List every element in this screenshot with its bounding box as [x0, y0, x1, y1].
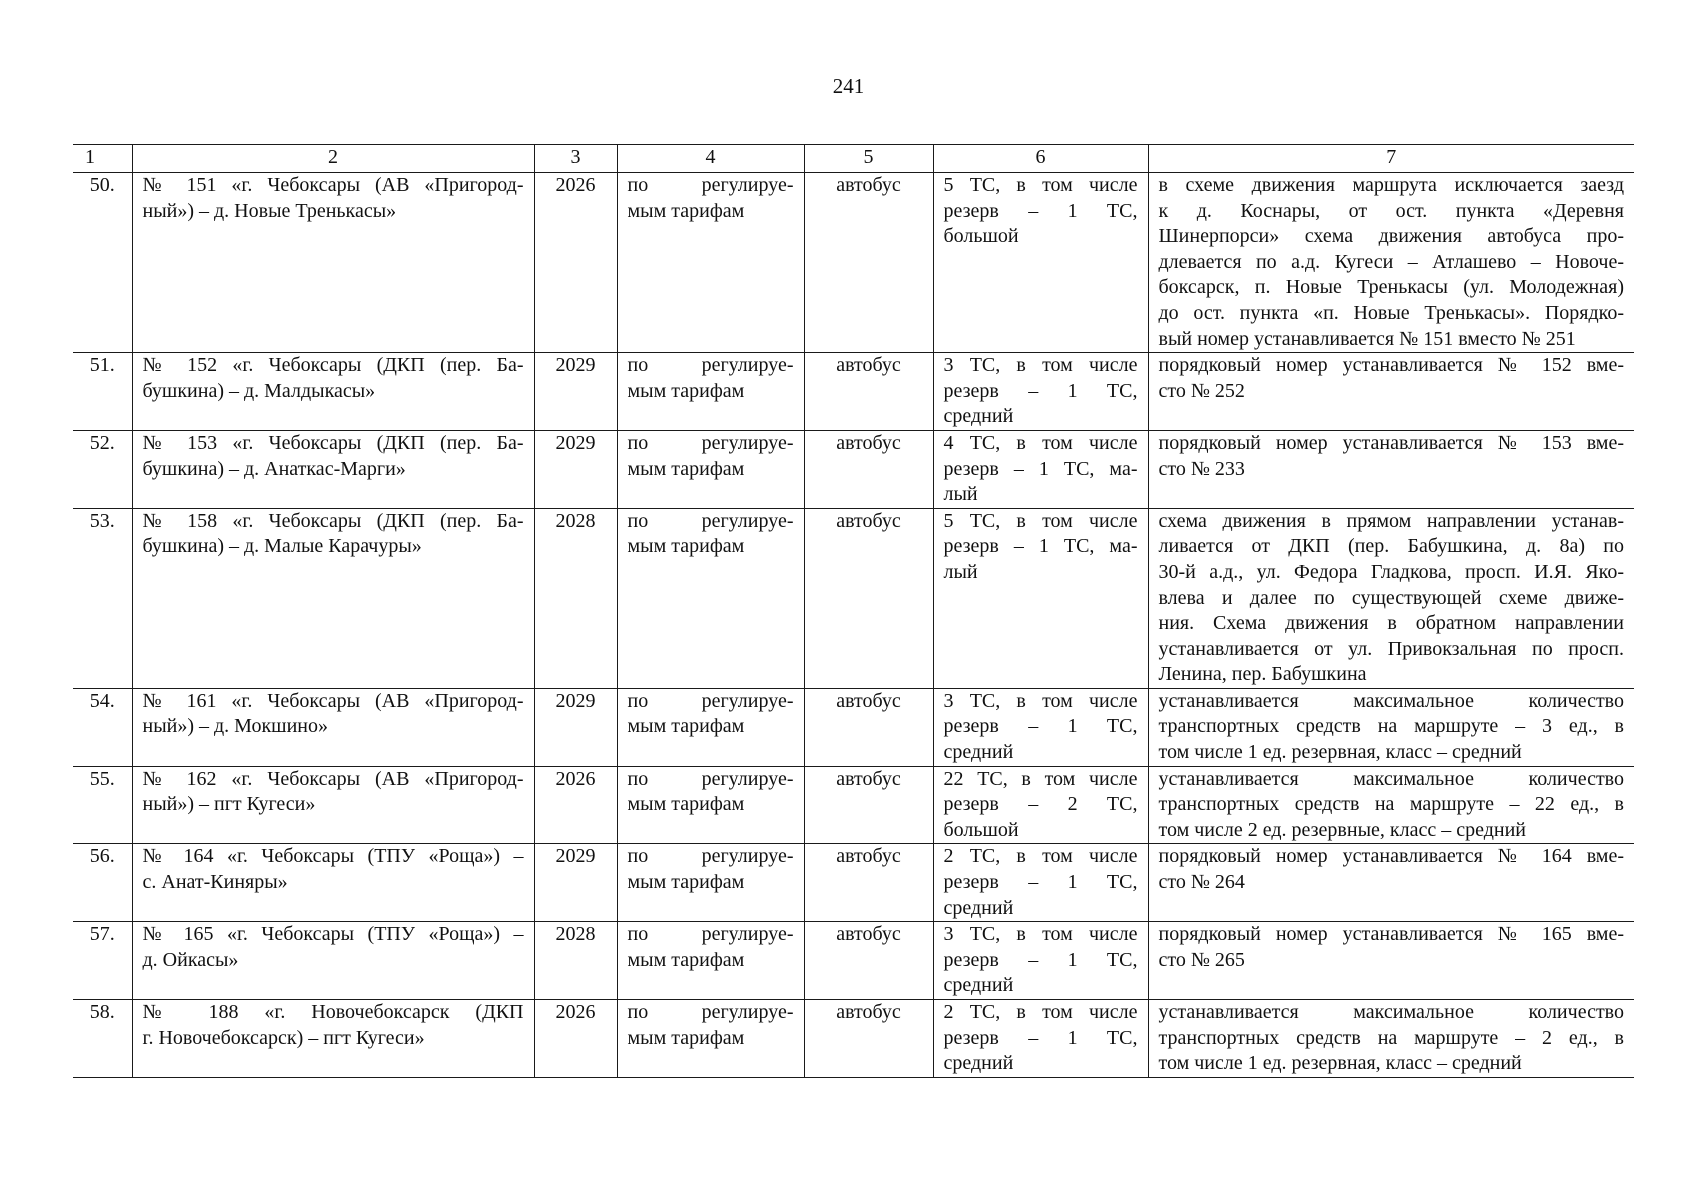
table-row [73, 508, 1634, 688]
changes-cell [1148, 173, 1634, 353]
vehicles-text-line: резерв – 1 ТС, [943, 948, 1138, 971]
column-number: 2 [132, 145, 534, 173]
year-value: 2028 [555, 509, 596, 532]
changes-text-line: транспортных средств на маршруте – 3 ед., в [1158, 715, 1624, 738]
tariff-cell [617, 353, 804, 431]
column-number: 4 [617, 145, 804, 173]
route-cell [132, 353, 534, 431]
changes-text-line: устанавливается максимальное количество [1158, 689, 1624, 712]
changes-cell [1148, 766, 1634, 844]
route-text-line: № 152 «г. Чебоксары (ДКП (пер. Ба- [142, 354, 524, 377]
changes-cell [1148, 688, 1634, 766]
tariff-text-line: по регулируе- [627, 845, 794, 868]
year-cell [534, 508, 617, 688]
row-number-cell [73, 922, 132, 1000]
tariff-text-line: мым тарифам [627, 948, 745, 971]
vehicles-cell [933, 766, 1148, 844]
changes-text-line: до ост. пункта «п. Новые Тренькасы». Порядко- [1158, 301, 1624, 324]
route-text-line: г. Новочебоксарск) – пгт Кугеси» [142, 1026, 425, 1049]
routes-table-body [73, 145, 1634, 1078]
row-number-cell [73, 353, 132, 431]
tariff-cell [617, 922, 804, 1000]
vehicle-kind: автобус [836, 354, 901, 377]
row-number-cell [73, 766, 132, 844]
tariff-cell [617, 508, 804, 688]
changes-cell [1148, 353, 1634, 431]
year-cell [534, 844, 617, 922]
vehicles-text-line: средний [943, 1052, 1014, 1075]
year-value: 2028 [555, 923, 596, 946]
vehicle-kind-cell [804, 173, 933, 353]
changes-text-line: транспортных средств на маршруте – 2 ед., в [1158, 1026, 1624, 1049]
route-text-line: № 158 «г. Чебоксары (ДКП (пер. Ба- [142, 509, 524, 532]
changes-text-line: устанавливается максимальное количество [1158, 1001, 1624, 1023]
changes-text-line: том числе 1 ед. резервная, класс – средний [1158, 741, 1522, 764]
route-text-line: ный») – д. Новые Тренькасы» [142, 199, 397, 222]
year-value: 2026 [555, 767, 596, 790]
route-text-line: № 151 «г. Чебоксары (АВ «Пригород- [142, 174, 524, 196]
table-row [73, 922, 1634, 1000]
changes-text-line: устанавливается от ул. Привокзальная по просп. [1158, 637, 1624, 660]
row-number: 55. [89, 767, 115, 790]
route-cell [132, 922, 534, 1000]
row-number: 50. [89, 174, 115, 196]
vehicle-kind: автобус [836, 767, 901, 790]
changes-text-line: влева и далее по существующей схеме движе- [1158, 586, 1624, 609]
vehicles-text-line: 3 ТС, в том числе [943, 923, 1138, 946]
vehicles-text-line: 2 ТС, в том числе [943, 845, 1138, 868]
table-row [73, 844, 1634, 922]
changes-text-line: порядковый номер устанавливается № 165 вме- [1158, 923, 1624, 946]
vehicle-kind-cell [804, 430, 933, 508]
changes-text-line: сто № 233 [1158, 457, 1245, 480]
vehicles-cell [933, 430, 1148, 508]
changes-cell [1148, 1000, 1634, 1078]
row-number-cell [73, 508, 132, 688]
changes-text-line: схема движения в прямом направлении устанав- [1158, 509, 1624, 532]
row-number: 58. [89, 1001, 115, 1023]
tariff-text-line: мым тарифам [627, 535, 745, 558]
year-cell [534, 353, 617, 431]
vehicles-text-line: резерв – 1 ТС, [943, 715, 1138, 738]
vehicle-kind: автобус [836, 509, 901, 532]
vehicles-cell [933, 173, 1148, 353]
vehicle-kind-cell [804, 844, 933, 922]
vehicle-kind-cell [804, 353, 933, 431]
vehicles-text-line: 22 ТС, в том числе [943, 767, 1138, 790]
route-text-line: ный») – пгт Кугеси» [142, 793, 316, 816]
vehicles-cell [933, 844, 1148, 922]
tariff-text-line: мым тарифам [627, 457, 745, 480]
route-cell [132, 173, 534, 353]
route-text-line: бушкина) – д. Малдыкасы» [142, 379, 376, 402]
tariff-text-line: мым тарифам [627, 379, 745, 402]
tariff-cell [617, 766, 804, 844]
changes-text-line: сто № 265 [1158, 948, 1245, 971]
changes-text-line: ливается от ДКП (пер. Бабушкина, д. 8а) по [1158, 535, 1624, 558]
vehicles-text-line: 3 ТС, в том числе [943, 689, 1138, 712]
table-row [73, 766, 1634, 844]
route-cell [132, 688, 534, 766]
route-text-line: № 162 «г. Чебоксары (АВ «Пригород- [142, 767, 524, 790]
tariff-text-line: по регулируе- [627, 174, 794, 196]
route-text-line: бушкина) – д. Малые Карачуры» [142, 535, 422, 558]
changes-text-line: порядковый номер устанавливается № 153 вме- [1158, 431, 1624, 454]
route-text-line: № 161 «г. Чебоксары (АВ «Пригород- [142, 689, 524, 712]
vehicles-text-line: средний [943, 741, 1014, 764]
year-value: 2029 [555, 845, 596, 868]
changes-text-line: к д. Коснары, от ост. пункта «Деревня [1158, 199, 1624, 222]
vehicles-cell [933, 353, 1148, 431]
route-cell [132, 844, 534, 922]
year-value: 2029 [555, 689, 596, 712]
vehicles-text-line: большой [943, 818, 1019, 841]
route-cell [132, 1000, 534, 1078]
route-cell [132, 766, 534, 844]
vehicle-kind: автобус [836, 1001, 901, 1023]
column-number-row [73, 145, 1634, 173]
column-number: 5 [804, 145, 933, 173]
changes-text-line: транспортных средств на маршруте – 22 ед., в [1158, 793, 1624, 816]
route-text-line: № 153 «г. Чебоксары (ДКП (пер. Ба- [142, 431, 524, 454]
vehicles-text-line: 3 ТС, в том числе [943, 354, 1138, 377]
year-cell [534, 430, 617, 508]
tariff-text-line: по регулируе- [627, 509, 794, 532]
row-number-cell [73, 430, 132, 508]
changes-text-line: том числе 2 ед. резервные, класс – средний [1158, 818, 1526, 841]
tariff-text-line: мым тарифам [627, 793, 745, 816]
row-number: 52. [89, 431, 115, 454]
table-row [73, 1000, 1634, 1078]
changes-text-line: сто № 264 [1158, 871, 1245, 894]
changes-text-line: порядковый номер устанавливается № 164 вме- [1158, 845, 1624, 868]
year-cell [534, 1000, 617, 1078]
row-number-cell [73, 844, 132, 922]
routes-table [73, 144, 1634, 1078]
changes-cell [1148, 508, 1634, 688]
vehicle-kind: автобус [836, 845, 901, 868]
vehicles-text-line: средний [943, 974, 1014, 997]
changes-cell [1148, 430, 1634, 508]
vehicles-text-line: 2 ТС, в том числе [943, 1001, 1138, 1023]
vehicle-kind-cell [804, 922, 933, 1000]
route-text-line: № 165 «г. Чебоксары (ТПУ «Роща») – [142, 923, 524, 946]
vehicles-text-line: большой [943, 225, 1019, 248]
column-number: 3 [534, 145, 617, 173]
tariff-text-line: мым тарифам [627, 1026, 745, 1049]
vehicles-text-line: резерв – 1 ТС, [943, 871, 1138, 894]
tariff-text-line: по регулируе- [627, 354, 794, 377]
changes-text-line: 30-й а.д., ул. Федора Гладкова, просп. И.Я. Яко- [1158, 560, 1624, 583]
vehicles-text-line: резерв – 2 ТС, [943, 793, 1138, 816]
vehicles-text-line: 4 ТС, в том числе [943, 431, 1138, 454]
vehicle-kind-cell [804, 766, 933, 844]
route-text-line: ный») – д. Мокшино» [142, 715, 328, 738]
vehicle-kind: автобус [836, 689, 901, 712]
changes-text-line: Шинерпорси» схема движения автобуса про- [1158, 225, 1624, 248]
changes-text-line: сто № 252 [1158, 379, 1245, 402]
route-text-line: с. Анат-Киняры» [142, 871, 288, 894]
vehicles-text-line: средний [943, 896, 1014, 919]
year-value: 2026 [555, 1001, 596, 1023]
row-number-cell [73, 1000, 132, 1078]
row-number-cell [73, 173, 132, 353]
column-number: 6 [933, 145, 1148, 173]
vehicles-cell [933, 508, 1148, 688]
tariff-text-line: мым тарифам [627, 199, 745, 222]
tariff-text-line: по регулируе- [627, 431, 794, 454]
vehicles-text-line: резерв – 1 ТС, [943, 1026, 1138, 1049]
tariff-cell [617, 430, 804, 508]
year-cell [534, 922, 617, 1000]
vehicles-cell [933, 922, 1148, 1000]
row-number: 51. [89, 354, 115, 377]
vehicles-text-line: лый [943, 560, 978, 583]
vehicles-cell [933, 1000, 1148, 1078]
table-row [73, 353, 1634, 431]
column-number: 1 [73, 145, 132, 173]
changes-text-line: Ленина, пер. Бабушкина [1158, 663, 1367, 686]
changes-cell [1148, 922, 1634, 1000]
route-text-line: № 188 «г. Новочебоксарск (ДКП [142, 1001, 524, 1023]
changes-text-line: том числе 1 ед. резервная, класс – средний [1158, 1052, 1522, 1075]
tariff-text-line: по регулируе- [627, 767, 794, 790]
vehicle-kind-cell [804, 1000, 933, 1078]
route-text-line: д. Ойкасы» [142, 948, 239, 971]
route-cell [132, 508, 534, 688]
changes-text-line: длевается по а.д. Кугеси – Атлашево – Новоче- [1158, 250, 1624, 273]
changes-text-line: в схеме движения маршрута исключается заезд [1158, 174, 1624, 196]
vehicles-text-line: резерв – 1 ТС, [943, 379, 1138, 402]
vehicles-text-line: резерв – 1 ТС, ма- [943, 535, 1138, 558]
row-number: 53. [89, 509, 115, 532]
changes-text-line: устанавливается максимальное количество [1158, 767, 1624, 790]
tariff-cell [617, 688, 804, 766]
page-number: 241 [832, 74, 865, 98]
table-row [73, 430, 1634, 508]
row-number: 57. [89, 923, 115, 946]
vehicles-text-line: 5 ТС, в том числе [943, 509, 1138, 532]
tariff-cell [617, 1000, 804, 1078]
vehicle-kind-cell [804, 508, 933, 688]
tariff-text-line: по регулируе- [627, 689, 794, 712]
changes-text-line: боксарск, п. Новые Тренькасы (ул. Молодежная) [1158, 276, 1624, 299]
vehicles-text-line: резерв – 1 ТС, ма- [943, 457, 1138, 480]
vehicles-text-line: средний [943, 405, 1014, 428]
year-cell [534, 766, 617, 844]
vehicles-text-line: резерв – 1 ТС, [943, 199, 1138, 222]
changes-text-line: ния. Схема движения в обратном направлении [1158, 612, 1624, 635]
tariff-cell [617, 173, 804, 353]
table-row [73, 688, 1634, 766]
changes-text-line: порядковый номер устанавливается № 152 вме- [1158, 354, 1624, 377]
vehicle-kind: автобус [836, 174, 901, 196]
vehicles-text-line: лый [943, 483, 978, 506]
vehicle-kind-cell [804, 688, 933, 766]
tariff-text-line: по регулируе- [627, 1001, 794, 1023]
tariff-cell [617, 844, 804, 922]
tariff-text-line: мым тарифам [627, 871, 745, 894]
column-number: 7 [1148, 145, 1634, 173]
changes-cell [1148, 844, 1634, 922]
year-value: 2029 [555, 431, 596, 454]
row-number: 54. [89, 689, 115, 712]
vehicles-text-line: 5 ТС, в том числе [943, 174, 1138, 196]
vehicle-kind: автобус [836, 923, 901, 946]
route-text-line: бушкина) – д. Анаткас-Марги» [142, 457, 406, 480]
route-text-line: № 164 «г. Чебоксары (ТПУ «Роща») – [142, 845, 524, 868]
year-value: 2029 [555, 354, 596, 377]
row-number: 56. [89, 845, 115, 868]
year-cell [534, 688, 617, 766]
vehicle-kind: автобус [836, 431, 901, 454]
changes-text-line: вый номер устанавливается № 151 вместо № 251 [1158, 327, 1576, 350]
year-value: 2026 [555, 174, 596, 196]
route-cell [132, 430, 534, 508]
vehicles-cell [933, 688, 1148, 766]
tariff-text-line: мым тарифам [627, 715, 745, 738]
row-number-cell [73, 688, 132, 766]
tariff-text-line: по регулируе- [627, 923, 794, 946]
year-cell [534, 173, 617, 353]
table-row [73, 173, 1634, 353]
